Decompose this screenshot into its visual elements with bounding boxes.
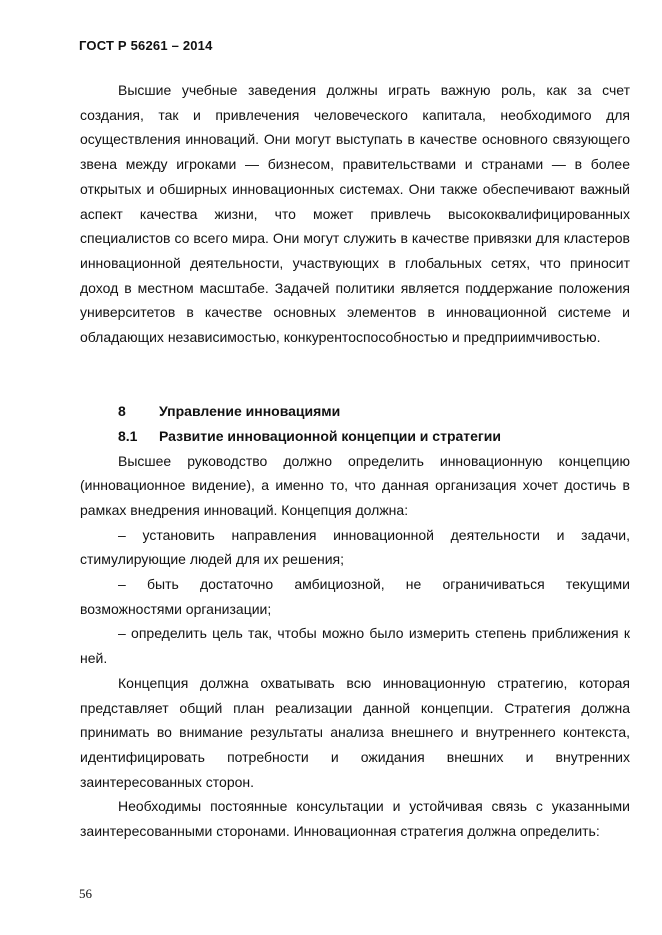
list-item: – быть достаточно амбициозной, не ограничиваться текущими возможностями организации; — [80, 576, 630, 617]
document-header: ГОСТ Р 56261 – 2014 — [79, 38, 213, 53]
list-item: – установить направления инновационной деятельности и задачи, стимулирующие людей для их решения; — [80, 526, 630, 568]
page-number: 56 — [79, 886, 92, 901]
list-item: – определить цель так, чтобы можно было измерить степень приближения к ней. — [80, 625, 630, 667]
section-heading-8-1 — [80, 424, 630, 449]
section-title: Управление инновациями — [159, 403, 341, 420]
section-number: 8 — [118, 403, 126, 420]
section-heading-8 — [80, 399, 630, 424]
section-title: Развитие инновационной концепции и стратегии — [159, 427, 501, 444]
paragraph-concept-intro: Высшее руководство должно определить инновационную концепцию (инновационное видение), а именно то, что данная организация хочет достичь в рамках внедрения инноваций. Концепция должна: — [80, 452, 630, 518]
section-number: 8.1 — [118, 427, 138, 444]
paragraph-strategy: Концепция должна охватывать всю инновационную стратегию, которая представляет общий план реализации данной концепции. Стратегия должна принимать во внимание результаты анализа внешнего и внутреннего контекста, идентифицировать потребности и ожидания внешних и внутренних заинтересованных сторон. — [80, 674, 630, 790]
document-body — [80, 78, 630, 844]
paragraph-universities: Высшие учебные заведения должны играть важную роль, как за счет создания, так и привлечения человеческого капитала, необходимого для осуществления инноваций. Они могут выступать в качестве основного связующего звена между игроками — бизнесом, правительствами и странами — в более открытых и обширных инновационных системах. Они также обеспечивают важный аспект качества жизни, что может привлечь высококвалифицированных специалистов со всего мира. Они могут служить в качестве привязки для кластеров инновационной деятельности, участвующих в глобальных сетях, что приносит доход в местном масштабе. Задачей политики является поддержание положения университетов в качестве основных элементов в инновационной системе и обладающих независимостью, конкурентоспособностью и предприимчивостью. — [80, 82, 630, 346]
paragraph-spacer — [80, 350, 630, 375]
paragraph-spacer — [80, 374, 630, 399]
paragraph-consultations: Необходимы постоянные консультации и устойчивая связь с указанными заинтересованными сторонами. Инновационная стратегия должна определить: — [80, 798, 630, 840]
